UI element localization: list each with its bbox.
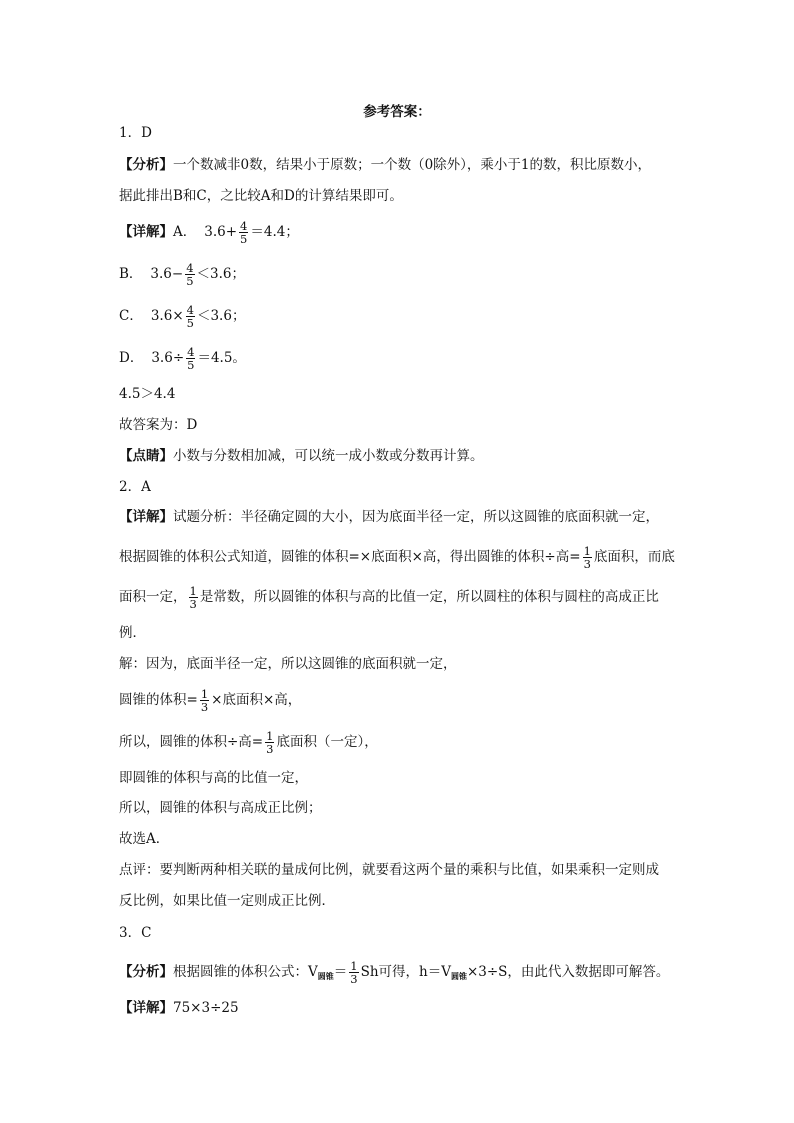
frac-numerator: 1 bbox=[583, 544, 591, 558]
q2-remark-2: 反比例，如果比值一定则成正比例． bbox=[119, 893, 335, 909]
q2-detail-line-1 bbox=[119, 508, 659, 526]
q3-analysis-tag: 【分析】 bbox=[119, 964, 173, 980]
q2-solution-6: 故选A． bbox=[119, 831, 170, 847]
q1-analysis-line-1 bbox=[119, 156, 651, 174]
q3-number: 3．C bbox=[119, 925, 152, 941]
q1-analysis-line-2: 据此排出B和C，之比较A和D的计算结果即可。 bbox=[119, 188, 403, 204]
q2-detail-line-4: 例． bbox=[119, 625, 146, 641]
q1-d-result: ＝4.5。 bbox=[197, 350, 246, 366]
q1-d-fraction bbox=[186, 346, 195, 371]
q1-c-fraction bbox=[186, 304, 195, 329]
q2-solution-2 bbox=[119, 688, 301, 713]
q2-p2a: 根据圆锥的体积公式知道，圆锥的体积=×底面积×高，得出圆锥的体积÷高= bbox=[119, 549, 581, 565]
q1-analysis-text-1: 一个数减非0数，结果小于原数；一个数（0除外），乘小于1的数，积比原数小， bbox=[173, 157, 652, 173]
q1-c-label: C． bbox=[119, 308, 143, 324]
q1-a-result: ＝4.4； bbox=[250, 224, 299, 240]
frac-denominator: 5 bbox=[186, 316, 194, 330]
q3-detail-tag: 【详解】 bbox=[119, 1000, 173, 1016]
frac-numerator: 1 bbox=[350, 959, 358, 973]
q2-p3b: 是常数，所以圆锥的体积与高的比值一定，所以圆柱的体积与圆柱的高成正比 bbox=[199, 589, 659, 605]
frac-numerator: 1 bbox=[200, 687, 209, 701]
q1-d-base: 3.6 bbox=[151, 350, 173, 366]
frac-numerator: 4 bbox=[240, 219, 248, 233]
frac-denominator: 3 bbox=[583, 557, 591, 571]
frac-numerator: 4 bbox=[186, 303, 194, 317]
q1-a-label: A． bbox=[173, 224, 197, 240]
q1-d-op: ÷ bbox=[172, 350, 185, 366]
q1-option-c bbox=[119, 304, 245, 329]
frac-numerator: 4 bbox=[187, 345, 195, 359]
q3-analysis bbox=[119, 960, 669, 985]
q1-option-d bbox=[119, 346, 246, 371]
q1-comment-tag: 【点睛】 bbox=[119, 448, 173, 464]
q2-s2a: 圆锥的体积= bbox=[119, 692, 198, 708]
q2-number: 2．A bbox=[119, 479, 151, 495]
frac-denominator: 3 bbox=[266, 742, 274, 756]
frac-denominator: 5 bbox=[187, 358, 195, 372]
q2-s3a: 所以，圆锥的体积÷高= bbox=[119, 734, 264, 750]
q2-detail-tag: 【详解】 bbox=[119, 509, 173, 525]
frac-numerator: 4 bbox=[186, 261, 194, 275]
q1-c-op: × bbox=[172, 308, 184, 324]
q1-b-base: 3.6 bbox=[150, 266, 172, 282]
q3-a3: Sh可得，h＝V bbox=[360, 964, 451, 980]
q2-remark-1: 点评：要判断两种相关联的量成何比例，就要看这两个量的乘积与比值，如果乘积一定则成 bbox=[119, 862, 659, 878]
q1-comment-text: 小数与分数相加减，可以统一成小数或分数再计算。 bbox=[173, 448, 484, 464]
q2-detail-line-2 bbox=[119, 545, 675, 570]
q2-fraction-3 bbox=[200, 688, 209, 713]
q2-s2b: ×底面积×高， bbox=[211, 692, 302, 708]
q1-a-fraction bbox=[239, 220, 248, 245]
q2-solution-5: 所以，圆锥的体积与高成正比例； bbox=[119, 800, 322, 816]
q3-fraction bbox=[349, 960, 358, 985]
q1-option-b bbox=[119, 262, 245, 287]
q2-fraction-2 bbox=[189, 585, 198, 610]
q3-calc: 75×3÷25 bbox=[173, 1000, 239, 1016]
frac-numerator: 1 bbox=[266, 729, 274, 743]
q2-p1: 试题分析：半径确定圆的大小，因为底面半径一定，所以这圆锥的底面积就一定， bbox=[173, 509, 659, 525]
q2-solution-3 bbox=[119, 730, 378, 755]
q2-p3a: 面积一定， bbox=[119, 589, 187, 605]
frac-denominator: 3 bbox=[200, 700, 209, 714]
q2-detail-line-3 bbox=[119, 585, 659, 610]
q1-compare: 4.5＞4.4 bbox=[119, 386, 176, 402]
q3-subscript-1: 圆锥 bbox=[317, 971, 334, 981]
q1-b-op: − bbox=[171, 266, 184, 282]
q2-solution-1: 解：因为，底面半径一定，所以这圆锥的底面积就一定， bbox=[119, 656, 457, 672]
frac-denominator: 3 bbox=[189, 597, 197, 611]
frac-denominator: 5 bbox=[186, 274, 194, 288]
q1-a-base: 3.6 bbox=[204, 224, 226, 240]
frac-denominator: 3 bbox=[350, 972, 358, 986]
q1-d-label: D． bbox=[119, 350, 144, 366]
q1-b-label: B． bbox=[119, 266, 143, 282]
q3-detail bbox=[119, 999, 239, 1017]
q3-a1: 根据圆锥的体积公式：V bbox=[173, 964, 318, 980]
q1-c-base: 3.6 bbox=[150, 308, 173, 324]
q1-option-a bbox=[119, 220, 299, 245]
q3-a2: ＝ bbox=[333, 964, 348, 980]
q2-p2b: 底面积，而底 bbox=[593, 549, 675, 565]
page-title: 参考答案： bbox=[363, 104, 431, 120]
q1-comment bbox=[119, 447, 484, 465]
frac-denominator: 5 bbox=[240, 232, 248, 246]
q1-number: 1．D bbox=[119, 125, 152, 141]
q1-analysis-tag: 【分析】 bbox=[119, 157, 173, 173]
q1-c-result: ＜3.6； bbox=[196, 308, 246, 324]
q2-s3b: 底面积（一定）， bbox=[276, 734, 378, 750]
q2-fraction-1 bbox=[583, 545, 592, 570]
q1-b-result: ＜3.6； bbox=[196, 266, 246, 282]
frac-numerator: 1 bbox=[189, 584, 197, 598]
q3-subscript-2: 圆锥 bbox=[450, 971, 467, 981]
q1-b-fraction bbox=[185, 262, 194, 287]
q3-a4: ×3÷S，由此代入数据即可解答。 bbox=[466, 964, 670, 980]
q2-fraction-4 bbox=[265, 730, 274, 755]
q2-solution-4: 即圆锥的体积与高的比值一定， bbox=[119, 770, 308, 786]
q1-answer: 故答案为：D bbox=[119, 417, 198, 433]
q1-detail-tag: 【详解】 bbox=[119, 224, 173, 240]
q1-a-op: + bbox=[225, 224, 238, 240]
